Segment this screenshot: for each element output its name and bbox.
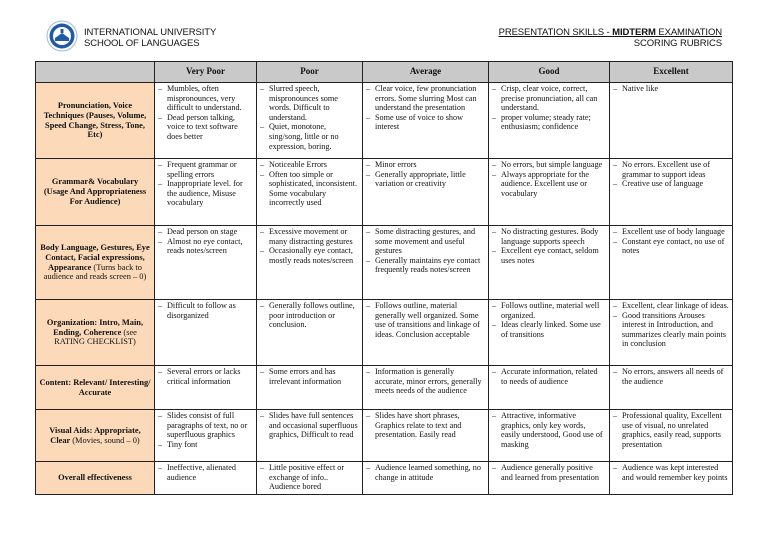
descriptor-list <box>366 367 485 396</box>
rubric-cell-poor <box>257 83 363 159</box>
rubric-cell-average <box>363 410 489 462</box>
descriptor-list <box>158 160 253 208</box>
criterion-cell <box>36 83 155 159</box>
rubric-cell-excellent <box>610 462 733 495</box>
criterion-cell <box>36 226 155 300</box>
criterion-cell <box>36 410 155 462</box>
descriptor-item: – Accurate information, related to needs of audience <box>492 367 606 386</box>
rubric-cell-good <box>489 462 610 495</box>
rubric-row <box>36 462 733 495</box>
descriptor-item: – Follows outline, material generally well organized. Some use of transitions and linkage of ideas. Conclusion acceptable <box>366 301 485 339</box>
descriptor-list <box>260 367 359 386</box>
rubric-cell-good <box>489 366 610 410</box>
rubric-cell-very-poor <box>155 226 257 300</box>
rubric-cell-average <box>363 366 489 410</box>
descriptor-item: – Frequent grammar or spelling errors <box>158 160 253 179</box>
rubric-cell-poor <box>257 462 363 495</box>
criterion-title: Pronunciation, Voice Techniques (Pauses, Volume, Speed Change, Stress, Tone, Etc) <box>43 100 147 140</box>
exam-title-block <box>499 27 722 49</box>
descriptor-list <box>260 301 359 330</box>
descriptor-item: – Native like <box>613 84 729 94</box>
descriptor-list <box>366 227 485 275</box>
descriptor-list <box>158 463 253 482</box>
descriptor-item: – Dead person talking, voice to text software does better <box>158 113 253 142</box>
rubric-cell-very-poor <box>155 462 257 495</box>
descriptor-item: – Generally maintains eye contact frequently reads notes/screen <box>366 256 485 275</box>
rubric-cell-poor <box>257 226 363 300</box>
descriptor-item: – Some use of voice to show interest <box>366 113 485 132</box>
criterion-cell <box>36 366 155 410</box>
descriptor-item: – Some errors and has irrelevant information <box>260 367 359 386</box>
descriptor-item: – Dead person on stage <box>158 227 253 237</box>
descriptor-list <box>158 227 253 256</box>
page-header <box>0 0 768 60</box>
rubric-cell-average <box>363 300 489 366</box>
descriptor-item: – Audience was kept interested and would remember key points <box>613 463 729 482</box>
descriptor-list <box>158 84 253 142</box>
rubric-cell-excellent <box>610 410 733 462</box>
school-name: SCHOOL OF LANGUAGES <box>84 38 200 49</box>
criteria-header-cell <box>36 62 155 83</box>
rubric-cell-average <box>363 462 489 495</box>
rubric-cell-good <box>489 83 610 159</box>
rubric-cell-average <box>363 159 489 226</box>
descriptor-item: – Ideas clearly linked. Some use of transitions <box>492 320 606 339</box>
criterion-title: Organization: Intro, Main, Ending, Coherence <box>46 317 144 337</box>
descriptor-item: – Excessive movement or many distracting gestures <box>260 227 359 246</box>
rubric-cell-average <box>363 226 489 300</box>
column-header-very-poor: Very Poor <box>155 62 257 83</box>
criterion-title: Body Language, Gestures, Eye Contact, Facial expressions, Appearance <box>40 242 150 272</box>
descriptor-list <box>366 160 485 189</box>
rubric-cell-very-poor <box>155 300 257 366</box>
descriptor-item: – Excellent, clear linkage of ideas. <box>613 301 729 311</box>
rubric-header <box>36 62 733 83</box>
descriptor-item: – Quiet, monotone, sing/song, little or no expression, boring. <box>260 122 359 151</box>
rubric-cell-excellent <box>610 83 733 159</box>
descriptor-item: – Audience generally positive and learned from presentation <box>492 463 606 482</box>
descriptor-list <box>158 411 253 449</box>
rubric-cell-good <box>489 159 610 226</box>
descriptor-list <box>158 301 253 320</box>
descriptor-item: – Occasionally eye contact, mostly reads notes/screen <box>260 246 359 265</box>
institution-name <box>84 27 216 49</box>
rubric-row <box>36 226 733 300</box>
descriptor-item: – Constant eye contact, no use of notes <box>613 237 729 256</box>
descriptor-list <box>260 463 359 492</box>
criterion-cell <box>36 159 155 226</box>
descriptor-item: – Slides have full sentences and occasional superfluous graphics, Difficult to read <box>260 411 359 440</box>
descriptor-item: – Noticeable Errors <box>260 160 359 170</box>
descriptor-item: – Minor errors <box>366 160 485 170</box>
descriptor-list <box>613 367 729 386</box>
descriptor-list <box>492 463 606 482</box>
descriptor-list <box>613 160 729 189</box>
rubric-row <box>36 410 733 462</box>
rubric-cell-poor <box>257 300 363 366</box>
descriptor-item: – Clear voice, few pronunciation errors. Some slurring Most can understand the presentation <box>366 84 485 113</box>
rubric-cell-excellent <box>610 300 733 366</box>
descriptor-item: – Attractive, informative graphics, only key words, easily understood, Good use of masking <box>492 411 606 449</box>
descriptor-item: – Some distracting gestures, and some movement and useful gestures <box>366 227 485 256</box>
rubric-cell-excellent <box>610 226 733 300</box>
rubric-row <box>36 83 733 159</box>
descriptor-item: – Excellent eye contact, seldom uses notes <box>492 246 606 265</box>
descriptor-list <box>613 301 729 349</box>
descriptor-list <box>613 463 729 482</box>
descriptor-item: – Follows outline, material well organized. <box>492 301 606 320</box>
rubric-row <box>36 366 733 410</box>
rubric-cell-good <box>489 300 610 366</box>
criterion-title: Grammar& Vocabulary (Usage And Appropriateness For Audience) <box>43 177 147 206</box>
criterion-title: Content: Relevant/ Interesting/ Accurate <box>39 377 151 397</box>
exam-subtitle: SCORING RUBRICS <box>633 38 722 49</box>
university-name: INTERNATIONAL UNIVERSITY <box>84 27 217 38</box>
descriptor-list <box>260 84 359 151</box>
criterion-title: Overall effectiveness <box>58 473 132 483</box>
column-header-excellent: Excellent <box>610 62 733 83</box>
rubric-cell-very-poor <box>155 159 257 226</box>
descriptor-item: – Inappropriate level. for the audience, Misuse vocabulary <box>158 179 253 208</box>
descriptor-list <box>366 463 485 482</box>
descriptor-item: – Little positive effect or exchange of info.. Audience bored <box>260 463 359 492</box>
rubric-cell-poor <box>257 159 363 226</box>
descriptor-item: – Crisp, clear voice, correct, precise pronunciation, all can understand. <box>492 84 606 113</box>
descriptor-list <box>366 411 485 440</box>
descriptor-item: – Often too simple or sophisticated, inconsistent. Some vocabulary incorrectly used <box>260 170 359 208</box>
column-header-poor: Poor <box>257 62 363 83</box>
university-logo-icon <box>46 20 78 52</box>
descriptor-item: – No errors. Excellent use of grammar to support ideas <box>613 160 729 179</box>
exam-title <box>499 27 722 38</box>
descriptor-list <box>613 411 729 449</box>
descriptor-item: – Professional quality, Excellent use of visual, no unrelated graphics, easily read, supports presentation <box>613 411 729 449</box>
rubric-cell-excellent <box>610 159 733 226</box>
rubric-cell-very-poor <box>155 83 257 159</box>
criterion-title: Visual Aids: Appropriate, Clear <box>49 425 141 445</box>
descriptor-item: – No errors, answers all needs of the audience <box>613 367 729 386</box>
descriptor-list <box>492 411 606 449</box>
descriptor-item: – Almost no eye contact, reads notes/screen <box>158 237 253 256</box>
criterion-note: (Movies, sound – 0) <box>72 435 140 445</box>
descriptor-item: – Slurred speech, mispronounces some words. Difficult to understand. <box>260 84 359 122</box>
rubric-cell-average <box>363 83 489 159</box>
column-header-average: Average <box>363 62 489 83</box>
descriptor-item: – Mumbles, often mispronounces, very difficult to understand. <box>158 84 253 113</box>
descriptor-item: – Tiny font <box>158 440 253 450</box>
rubric-cell-poor <box>257 410 363 462</box>
rubric-cell-good <box>489 226 610 300</box>
scoring-rubric-table <box>35 61 733 495</box>
descriptor-item: – Always appropriate for the audience. Excellent use or vocabulary <box>492 170 606 199</box>
rubric-cell-excellent <box>610 366 733 410</box>
rubric-cell-very-poor <box>155 366 257 410</box>
descriptor-list <box>260 227 359 265</box>
descriptor-list <box>492 160 606 198</box>
descriptor-item: – Ineffective, alienated audience <box>158 463 253 482</box>
descriptor-list <box>260 160 359 208</box>
descriptor-list <box>492 227 606 265</box>
criterion-note: (Turns back to audience and reads screen – 0) <box>43 262 147 282</box>
criterion-cell <box>36 300 155 366</box>
descriptor-item: – Creative use of language <box>613 179 729 189</box>
rubric-row <box>36 159 733 226</box>
criterion-note: (see RATING CHECKLIST) <box>54 327 137 347</box>
descriptor-list <box>366 84 485 132</box>
rubric-cell-very-poor <box>155 410 257 462</box>
descriptor-item: – No errors, but simple language <box>492 160 606 170</box>
rubric-cell-good <box>489 410 610 462</box>
descriptor-item: – Slides have short phrases, Graphics relate to text and presentation. Easily read <box>366 411 485 440</box>
descriptor-item: – Good transitions Arouses interest in Introduction, and summarizes clearly main points in conclusion <box>613 311 729 349</box>
descriptor-item: – proper volume; steady rate; enthusiasm; confidence <box>492 113 606 132</box>
rubric-header-row <box>36 62 733 83</box>
rubric-body <box>36 83 733 495</box>
descriptor-item: – Generally follows outline, poor introduction or conclusion. <box>260 301 359 330</box>
descriptor-list <box>158 367 253 386</box>
descriptor-list <box>492 301 606 339</box>
descriptor-list <box>613 84 729 94</box>
descriptor-item: – Audience learned something, no change in attitude <box>366 463 485 482</box>
criterion-cell <box>36 462 155 495</box>
descriptor-item: – Generally appropriate, little variation or creativity <box>366 170 485 189</box>
descriptor-item: – Excellent use of body language <box>613 227 729 237</box>
descriptor-item: – Information is generally accurate, minor errors, generally meets needs of the audience <box>366 367 485 396</box>
exam-title-prefix: PRESENTATION SKILLS - <box>498 27 613 38</box>
column-header-good: Good <box>489 62 610 83</box>
descriptor-list <box>366 301 485 339</box>
descriptor-item: – Slides consist of full paragraphs of text, no or superfluous graphics <box>158 411 253 440</box>
exam-title-suffix: EXAMINATION <box>655 27 722 38</box>
rubric-row <box>36 300 733 366</box>
descriptor-item: – Difficult to follow as disorganized <box>158 301 253 320</box>
descriptor-item: – No distracting gestures. Body language supports speech <box>492 227 606 246</box>
descriptor-list <box>613 227 729 256</box>
descriptor-item: – Several errors or lacks critical information <box>158 367 253 386</box>
rubric-cell-poor <box>257 366 363 410</box>
descriptor-list <box>492 367 606 386</box>
descriptor-list <box>492 84 606 132</box>
descriptor-list <box>260 411 359 440</box>
exam-title-term: MIDTERM <box>612 27 656 38</box>
